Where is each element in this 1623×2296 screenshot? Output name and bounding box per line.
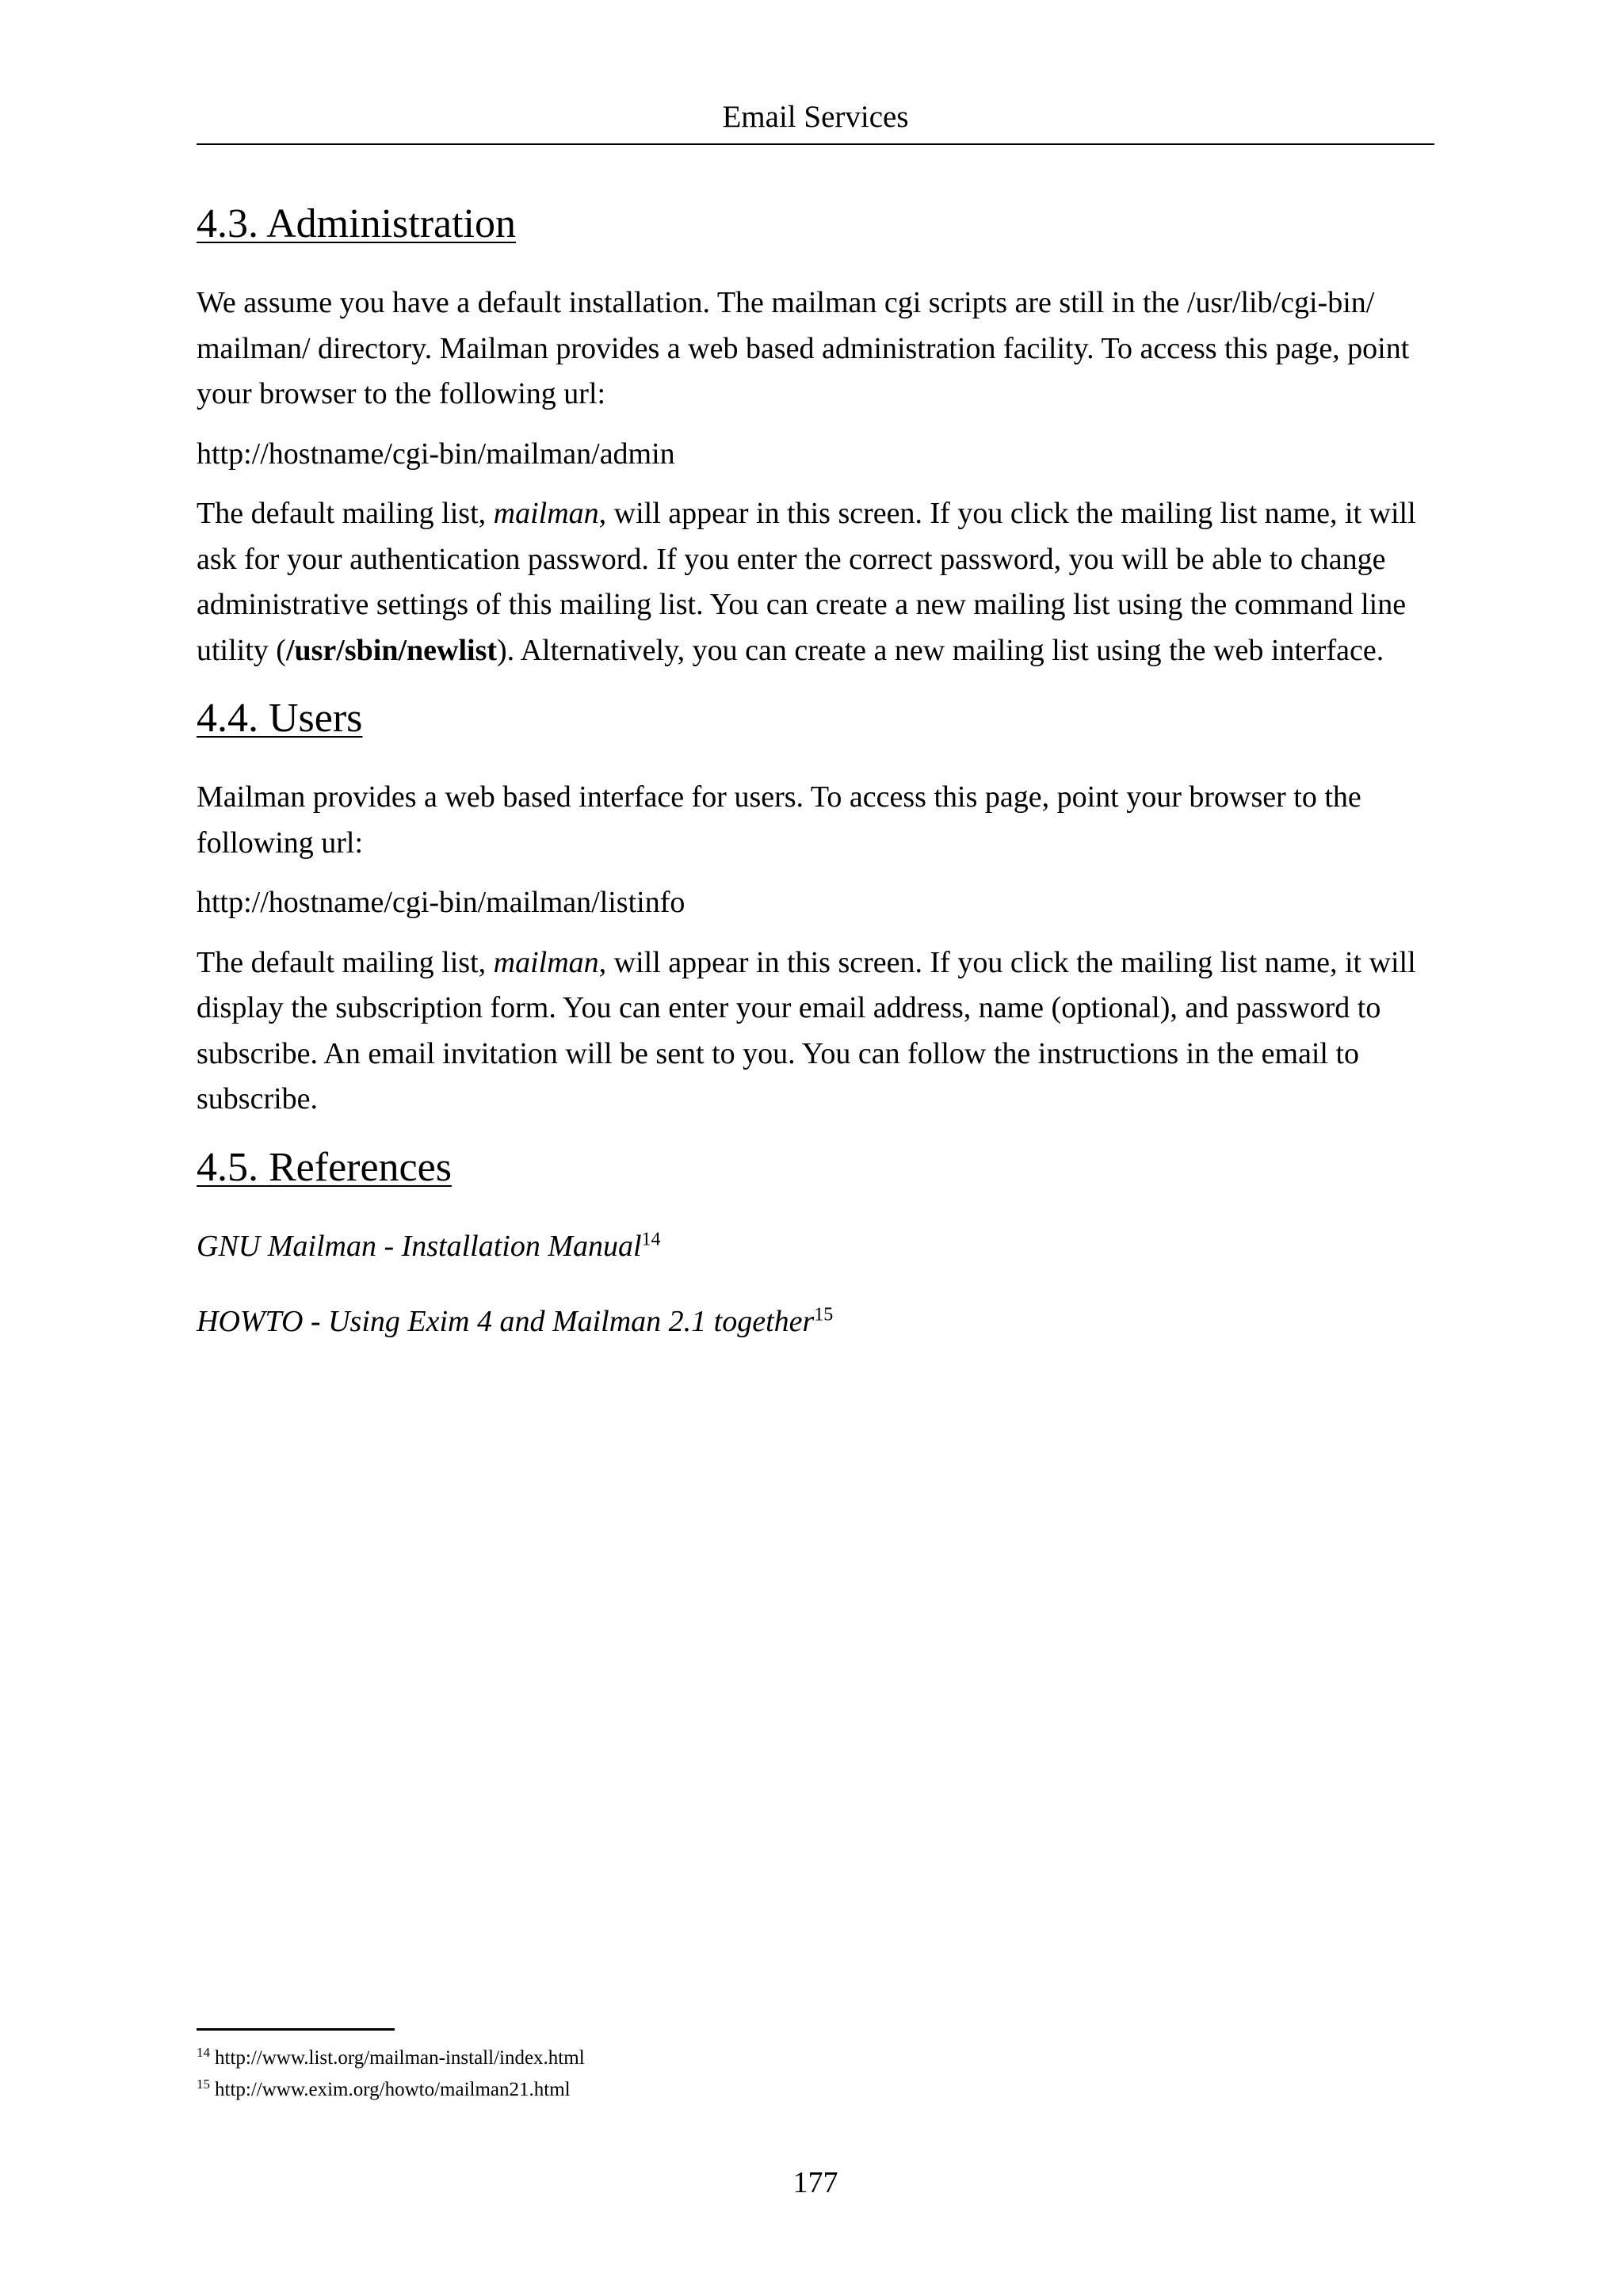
header-rule: [197, 143, 1434, 145]
users-detail-text-end: , will appear in this screen. If you click the mailing list name, it will display the subscription form. You can enter your email address, name (optional), and password to subscribe. An email invitation will be sent to you. You can follow the instructions in the email to subscribe.: [197, 945, 1416, 1116]
section-heading-administration: 4.3. Administration: [197, 201, 516, 246]
users-url: http://hostname/cgi-bin/mailman/listinfo: [197, 886, 685, 919]
page-content: [197, 198, 1434, 1345]
administration-detail-text-end: ). Alternatively, you can create a new mailing list using the web interface.: [497, 633, 1384, 667]
footnote-mark: 14: [641, 1228, 661, 1249]
administration-detail-paragraph: [197, 491, 1434, 673]
section-users: [197, 692, 1434, 1123]
footnote-item: [197, 2042, 1434, 2074]
administration-intro-paragraph: We assume you have a default installation. The mailman cgi scripts are still in the /usr/lib/cgi-bin/ mailman/ directory. Mailman provides a web based administration facility. To access this page, point your browser to the following url:: [197, 286, 1410, 410]
users-intro-paragraph: Mailman provides a web based interface for users. To access this page, point your browser to the following url:: [197, 780, 1361, 860]
running-header: Email Services: [722, 100, 909, 134]
footnotes: [197, 2042, 1434, 2106]
section-references: [197, 1142, 1434, 1345]
footnote-url: http://www.exim.org/howto/mailman21.html: [215, 2079, 571, 2100]
section-administration: [197, 198, 1434, 673]
mailing-list-name: mailman: [493, 945, 599, 979]
section-heading-references: 4.5. References: [197, 1144, 452, 1190]
administration-detail-text-start: The default mailing list,: [197, 497, 494, 530]
administration-url: http://hostname/cgi-bin/mailman/admin: [197, 437, 675, 471]
reference-title: GNU Mailman - Installation Manual: [197, 1229, 642, 1263]
reference-title: HOWTO - Using Exim 4 and Mailman 2.1 together: [197, 1305, 815, 1338]
footnote-mark: 15: [814, 1304, 834, 1325]
users-detail-text-start: The default mailing list,: [197, 945, 494, 979]
users-detail-paragraph: [197, 940, 1434, 1123]
mailing-list-name: mailman: [493, 497, 599, 530]
footnote-rule: [197, 2028, 395, 2031]
section-heading-users: 4.4. Users: [197, 696, 363, 741]
footnote-item: [197, 2074, 1434, 2106]
page-number: 177: [792, 2166, 838, 2199]
footnote-number: 14: [197, 2044, 210, 2060]
newlist-command: /usr/sbin/newlist: [285, 633, 498, 667]
footnote-number: 15: [197, 2076, 210, 2092]
reference-item: [197, 1299, 1434, 1345]
administration-detail-text-mid: , will appear in this screen. If you click the mailing list name, it will ask for your authentication password. If you enter the correct password, you will be able to change administrative settings of this mailing list. You can create a new mailing list using the command line utility (: [197, 497, 1416, 667]
footnote-url: http://www.list.org/mailman-install/index.html: [215, 2047, 585, 2069]
reference-item: [197, 1224, 1434, 1270]
